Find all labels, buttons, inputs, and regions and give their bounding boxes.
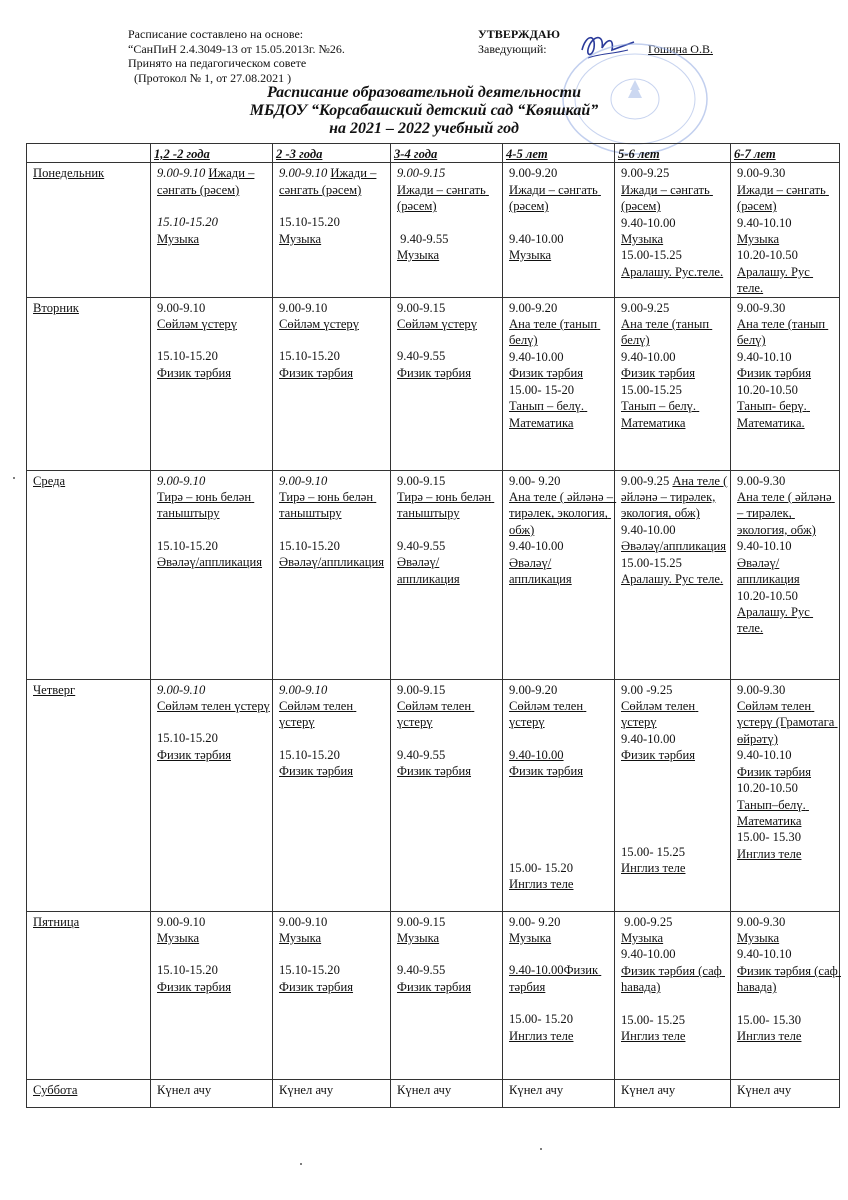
activity-name: Танып – белү. Математика <box>509 399 588 430</box>
column-header-group: 4-5 лет <box>503 144 615 163</box>
time-slot: 9.00-9.15 <box>397 473 446 488</box>
spacer <box>621 812 730 828</box>
schedule-cell <box>731 911 840 1079</box>
time-slot: 15.00- 15.25 <box>621 844 686 859</box>
time-slot: 10.20-10.50 <box>737 382 798 397</box>
time-slot: 15.10-15.20 <box>157 731 218 746</box>
time-slot: 9.40-10.00 <box>509 231 564 246</box>
time-slot: 9.40-9.55 <box>397 963 446 978</box>
activity-name: Физик тәрбия <box>157 979 232 994</box>
scan-speck <box>13 477 15 479</box>
approve-label: УТВЕРЖДАЮ <box>478 27 561 41</box>
spacer <box>509 844 614 860</box>
time-slot: 15.10-15.20 <box>279 963 340 978</box>
time-slot: 15.10-15.20 <box>157 963 218 978</box>
schedule-cell <box>151 470 273 679</box>
spacer <box>621 996 730 1012</box>
activity-name: Физик тәрбия <box>279 764 354 779</box>
activity-name: Физик тәрбия (саф һавада) <box>737 963 841 995</box>
day-cell: Вторник <box>27 297 151 470</box>
time-slot: 15.00-15.25 <box>621 248 682 263</box>
activity-name: Физик тәрбия <box>509 764 584 779</box>
time-slot: 9.00-9.25 <box>621 914 673 929</box>
spacer <box>509 731 614 747</box>
time-slot: 15.00- 15.30 <box>737 1012 802 1027</box>
time-slot: 9.40-10.00 <box>621 731 676 746</box>
activity-name: Әвәләү/аппликация <box>621 539 727 554</box>
time-slot: 15.00- 15-20 <box>509 382 575 397</box>
spacer <box>279 332 390 348</box>
time-slot: 9.00-9.10 <box>279 914 328 929</box>
spacer <box>157 946 272 962</box>
spacer <box>279 198 390 214</box>
time-slot: 9.00-9.30 <box>737 682 786 697</box>
scan-speck <box>540 1148 542 1150</box>
schedule-cell <box>151 297 273 470</box>
time-slot: 9.00-9.10 <box>279 166 331 181</box>
title-line-1: Расписание образовательной деятельности <box>267 84 581 101</box>
activity-name: Әвәләү/аппликация <box>157 555 263 570</box>
activity-name: Ана теле (танып белү) <box>509 317 601 348</box>
head-name: Гошина О.В. <box>648 42 713 56</box>
spacer <box>157 332 272 348</box>
activity-name: Физик тәрбия <box>737 764 812 779</box>
activity-name: Физик тәрбия <box>397 365 472 380</box>
spacer <box>509 828 614 844</box>
time-slot: 9.00-9.10 <box>157 300 206 315</box>
activity-name: Сөйләм үстерү <box>397 317 478 332</box>
activity-name: 9.40-10.00 <box>509 747 564 762</box>
table-row <box>27 679 840 911</box>
scan-speck <box>300 1163 302 1165</box>
activity-name: Ана теле (танып белү) <box>621 317 713 348</box>
spacer <box>509 215 614 231</box>
time-slot: 9.00-9.30 <box>737 166 786 181</box>
time-slot: 9.40-10.00 <box>621 215 676 230</box>
activity-name: Тирә – юнь белән таныштыру <box>279 490 377 521</box>
activity-name: Әвәләү/аппликация <box>509 555 572 587</box>
activity-name: Физик тәрбия <box>157 365 232 380</box>
schedule-cell <box>151 911 273 1079</box>
time-slot: 9.00- 9.20 <box>509 473 561 488</box>
schedule-cell <box>273 470 391 679</box>
time-slot: 9.40-10.10 <box>737 748 792 763</box>
time-slot: 9.40-10.10 <box>737 215 792 230</box>
activity-name: Ижади – сәнгать (рәсем) <box>509 182 601 214</box>
activity-name: Сөйләм телен үстерү <box>621 699 699 730</box>
spacer <box>279 522 390 538</box>
time-slot: 9.40-10.00 <box>621 947 676 962</box>
time-slot: 15.10-15.20 <box>157 349 218 364</box>
spacer <box>509 995 614 1011</box>
time-slot: Күнел ачу <box>621 1082 676 1097</box>
spacer <box>157 714 272 730</box>
activity-name: Аралашу. Рус теле. <box>737 264 814 296</box>
activity-name: Инглиз теле <box>621 1029 686 1044</box>
spacer <box>509 796 614 812</box>
activity-name: Физик тәрбия (саф һавада) <box>621 963 725 995</box>
activity-name: Сөйләм телен үстерү <box>509 699 587 730</box>
spacer <box>621 828 730 844</box>
activity-name: Сөйләм телен үстерү (Грамотага өйрәтү) <box>737 699 838 746</box>
time-slot: 15.00- 15.30 <box>737 830 802 845</box>
activity-name: Сөйләм телен үстерү <box>397 699 475 730</box>
activity-name: Тирә – юнь белән таныштыру <box>157 490 255 521</box>
activity-name: Физик тәрбия <box>157 747 232 762</box>
schedule-cell <box>273 163 391 297</box>
activity-name: Ижади – сәнгать (рәсем) <box>157 166 255 197</box>
activity-name: Ижади – сәнгать (рәсем) <box>279 166 377 197</box>
time-slot: Күнел ачу <box>737 1082 792 1097</box>
time-slot: 9.40-10.00 <box>509 349 564 364</box>
time-slot: 9.00-9.25 <box>621 473 673 488</box>
schedule-cell <box>391 470 503 679</box>
activity-name: Музыка <box>397 248 440 263</box>
schedule-cell <box>391 679 503 911</box>
schedule-cell <box>731 163 840 297</box>
column-header-group: 3-4 года <box>391 144 503 163</box>
schedule-cell <box>731 470 840 679</box>
time-slot: 15.10-15.20 <box>279 215 340 230</box>
column-header-group: 6-7 лет <box>731 144 840 163</box>
time-slot: Күнел ачу <box>397 1082 452 1097</box>
activity-name: Танып- берү. Математика. <box>737 399 810 430</box>
schedule-cell <box>151 679 273 911</box>
time-slot: Күнел ачу <box>157 1082 212 1097</box>
activity-name: Әвәләү/аппликация <box>397 555 460 586</box>
spacer <box>509 780 614 796</box>
activity-name: Тирә – юнь белән таныштыру <box>397 490 495 521</box>
spacer <box>621 780 730 796</box>
basis-line-4: (Протокол № 1, от 27.08.2021 ) <box>134 70 292 85</box>
time-slot: 15.10-15.20 <box>279 747 340 762</box>
spacer <box>397 946 502 962</box>
time-slot: 9.00-9.15 <box>397 300 446 315</box>
document-title <box>0 84 848 138</box>
schedule-cell <box>615 163 731 297</box>
schedule-cell <box>615 297 731 470</box>
activity-name: Танып – белү. Математика <box>621 399 700 430</box>
time-slot: 9.00-9.30 <box>737 914 786 929</box>
spacer <box>279 946 390 962</box>
activity-name: Инглиз теле <box>621 861 686 876</box>
basis-line-3: Принято на педагогическом совете <box>128 56 307 70</box>
activity-name: Физик тәрбия <box>397 979 472 994</box>
activity-name: Физик тәрбия <box>397 764 472 779</box>
time-slot: 15.00-15.25 <box>621 555 682 570</box>
time-slot: 9.00-9.15 <box>397 682 446 697</box>
time-slot: 9.40-10.10 <box>737 947 792 962</box>
time-slot: 9.00 -9.25 <box>621 682 673 697</box>
time-slot: Күнел ачу <box>279 1082 334 1097</box>
schedule-cell <box>615 470 731 679</box>
activity-name: Аралашу. Рус теле. <box>621 572 724 587</box>
spacer <box>279 731 390 747</box>
time-slot: 15.00- 15.20 <box>509 1012 574 1027</box>
activity-name: Аралашу. Рус.теле. <box>621 264 724 279</box>
time-slot: 10.20-10.50 <box>737 248 798 263</box>
activity-name: Сөйләм үстерү <box>157 317 238 332</box>
time-slot: 15.00- 15.25 <box>621 1012 686 1027</box>
activity-name: Музыка <box>621 931 664 946</box>
head-role: Заведующий: <box>478 42 547 56</box>
activity-name: Физик тәрбия <box>279 365 354 380</box>
activity-name: Әвәләү/аппликация <box>279 555 385 570</box>
schedule-cell <box>273 1079 391 1107</box>
schedule-cell <box>391 163 503 297</box>
schedule-cell <box>391 297 503 470</box>
time-slot: 15.10-15.20 <box>157 538 218 553</box>
basis-line-2: “СанПиН 2.4.3049-13 от 15.05.2013г. №26. <box>128 41 345 56</box>
time-slot: 9.40-10.10 <box>737 539 792 554</box>
time-slot: 9.00-9.25 <box>621 300 670 315</box>
time-slot: 9.00-9.30 <box>737 300 786 315</box>
activity-name: Әвәләү/аппликация <box>737 555 800 587</box>
activity-name: Аралашу. Рус теле. <box>737 604 814 636</box>
spacer <box>397 731 502 747</box>
schedule-cell <box>731 297 840 470</box>
schedule-cell <box>503 679 615 911</box>
schedule-cell <box>503 470 615 679</box>
activity-name: Инглиз теле <box>509 1028 574 1043</box>
spacer <box>509 946 614 962</box>
activity-name: Ижади – сәнгать (рәсем) <box>737 182 829 214</box>
activity-name: Физик тәрбия <box>737 366 812 381</box>
activity-name: Музыка <box>621 232 664 247</box>
spacer <box>397 522 502 538</box>
time-slot: 9.00-9.20 <box>509 166 558 181</box>
activity-name: Сөйләм телен үстерү <box>279 699 357 730</box>
activity-name: Сөйләм үстерү <box>279 317 360 332</box>
spacer <box>737 996 839 1012</box>
table-row <box>27 163 840 297</box>
time-slot: 9.00- 9.20 <box>509 914 561 929</box>
time-slot: 9.00-9.10 <box>157 166 209 181</box>
activity-name: Музыка <box>279 931 322 946</box>
column-header-group: 1,2 -2 года <box>151 144 273 163</box>
day-cell: Понедельник <box>27 163 151 297</box>
time-slot: 9.00-9.10 <box>157 914 206 929</box>
activity-name: Ана теле ( әйләнә – тирәлек, экология, обж) <box>737 490 835 537</box>
time-slot: 9.00-9.15 <box>397 914 446 929</box>
table-row <box>27 1079 840 1107</box>
schedule-cell <box>503 163 615 297</box>
activity-name: Ижади – сәнгать (рәсем) <box>621 182 713 214</box>
schedule-cell <box>615 1079 731 1107</box>
time-slot: 9.00-9.10 <box>279 300 328 315</box>
time-slot: 9.40-9.55 <box>397 349 446 364</box>
schedule-cell <box>273 911 391 1079</box>
activity-name: Музыка <box>157 931 200 946</box>
activity-name: 9.40-10.00Физик тәрбия <box>509 963 602 994</box>
time-slot: 10.20-10.50 <box>737 588 798 603</box>
schedule-cell <box>615 911 731 1079</box>
time-slot: 15.10-15.20 <box>157 215 218 230</box>
column-header-group: 5-6 лет <box>615 144 731 163</box>
day-cell: Пятница <box>27 911 151 1079</box>
schedule-cell <box>391 911 503 1079</box>
column-header-group: 2 -3 года <box>273 144 391 163</box>
time-slot: 9.40-10.10 <box>737 349 792 364</box>
schedule-cell <box>503 911 615 1079</box>
schedule-table <box>26 143 840 1108</box>
day-cell: Суббота <box>27 1079 151 1107</box>
time-slot: 9.00-9.10 <box>279 473 328 488</box>
time-slot: 9.00-9.20 <box>509 300 558 315</box>
time-slot: 15.00-15.25 <box>621 382 682 397</box>
activity-name: Физик тәрбия <box>509 366 584 381</box>
time-slot: 9.00-9.10 <box>157 682 206 697</box>
schedule-cell <box>731 1079 840 1107</box>
schedule-cell <box>615 679 731 911</box>
activity-name: Музыка <box>157 231 200 246</box>
time-slot: 9.00-9.25 <box>621 166 670 181</box>
spacer <box>397 215 502 231</box>
column-header-day <box>27 144 151 163</box>
schedule-cell <box>151 1079 273 1107</box>
spacer <box>509 812 614 828</box>
schedule-cell <box>731 679 840 911</box>
spacer <box>621 796 730 812</box>
activity-name: Физик тәрбия <box>621 366 696 381</box>
time-slot: 9.40-9.55 <box>397 231 449 246</box>
time-slot: 15.10-15.20 <box>279 349 340 364</box>
activity-name: Музыка <box>509 248 552 263</box>
schedule-cell <box>503 297 615 470</box>
activity-name: Ана теле ( әйләнә – тирәлек, экология, обж) <box>509 490 617 537</box>
table-row <box>27 297 840 470</box>
time-slot: 9.40-10.00 <box>621 349 676 364</box>
table-row <box>27 911 840 1079</box>
schedule-cell <box>391 1079 503 1107</box>
activity-name: Инглиз теле <box>509 877 574 892</box>
time-slot: 9.40-10.00 <box>621 522 676 537</box>
schedule-cell <box>503 1079 615 1107</box>
activity-name: Музыка <box>397 931 440 946</box>
spacer <box>621 764 730 780</box>
activity-name: Танып–белү. Математика <box>737 797 809 828</box>
title-line-2: МБДОУ “Корсабашский детский сад “Көяшкай” <box>249 102 599 119</box>
activity-name: Музыка <box>509 931 552 946</box>
spacer <box>157 522 272 538</box>
time-slot: 9.00-9.15 <box>397 166 446 181</box>
activity-name: Физик тәрбия <box>621 748 696 763</box>
activity-name: Сөйләм телен үстерү <box>157 699 270 714</box>
activity-name: Ижади – сәнгать (рәсем) <box>397 182 489 214</box>
activity-name: Ана теле (танып белү) <box>737 317 829 348</box>
schedule-cell <box>151 163 273 297</box>
basis-line-1: Расписание составлено на основе: <box>128 27 304 41</box>
time-slot: 9.00-9.10 <box>279 682 328 697</box>
time-slot: 10.20-10.50 <box>737 781 798 796</box>
time-slot: 9.40-10.00 <box>509 539 564 554</box>
time-slot: 9.40-9.55 <box>397 747 446 762</box>
activity-name: Физик тәрбия <box>279 979 354 994</box>
activity-name: Инглиз теле <box>737 846 802 861</box>
schedule-cell <box>273 297 391 470</box>
time-slot: 9.00-9.30 <box>737 473 786 488</box>
spacer <box>397 332 502 348</box>
table-row <box>27 470 840 679</box>
approval-basis <box>128 27 345 85</box>
schedule-cell <box>273 679 391 911</box>
activity-name: Музыка <box>737 931 780 946</box>
header-row <box>27 144 840 163</box>
time-slot: 15.00- 15.20 <box>509 860 574 875</box>
day-cell: Среда <box>27 470 151 679</box>
activity-name: Музыка <box>279 231 322 246</box>
activity-name: Ана теле ( әйләнә – тирәлек, экология, обж) <box>621 473 728 521</box>
title-line-3: на 2021 – 2022 учебный год <box>329 120 519 137</box>
spacer <box>157 198 272 214</box>
time-slot: 15.10-15.20 <box>279 538 340 553</box>
day-cell: Четверг <box>27 679 151 911</box>
time-slot: 9.00-9.10 <box>157 473 206 488</box>
activity-name: Музыка <box>737 232 780 247</box>
time-slot: Күнел ачу <box>509 1082 564 1097</box>
time-slot: 9.40-9.55 <box>397 538 446 553</box>
activity-name: Инглиз теле <box>737 1029 802 1044</box>
time-slot: 9.00-9.20 <box>509 682 558 697</box>
